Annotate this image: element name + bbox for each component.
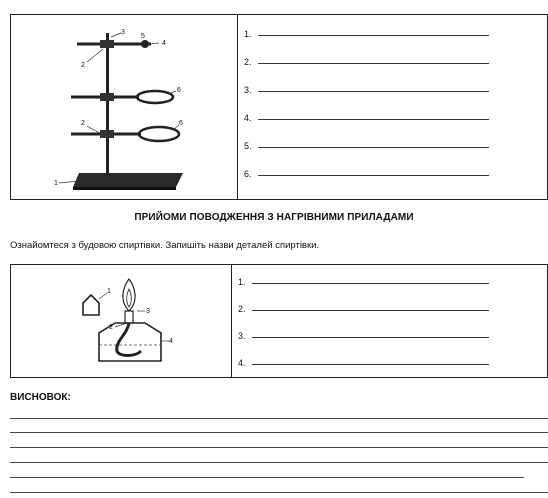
conclusion-line[interactable]	[10, 447, 548, 448]
clamp-jaw	[141, 40, 149, 48]
conclusion-line[interactable]	[10, 492, 548, 493]
answer-line[interactable]: 4.	[238, 354, 489, 368]
lab-stand-answer-lines	[238, 15, 547, 199]
label-6b: 6	[179, 120, 183, 127]
label-2b: 2	[81, 120, 85, 127]
conclusion-line[interactable]	[10, 462, 548, 463]
spirit-lamp-answer-lines	[232, 265, 547, 377]
conclusion-label: ВИСНОВОК:	[10, 392, 71, 403]
answer-line[interactable]: 6.	[244, 165, 489, 179]
ring-lower	[139, 127, 179, 141]
stand-rod	[106, 33, 109, 175]
instruction-text: Ознайомтеся з будовою спиртівки. Запишіть назви деталей спиртівки.	[10, 240, 320, 251]
answer-line[interactable]: 1.	[238, 273, 489, 287]
lab-stand-illustration	[11, 15, 237, 199]
spirit-lamp-figure-cell	[11, 265, 232, 377]
lab-stand-table	[10, 14, 548, 200]
answer-line[interactable]: 5.	[244, 137, 489, 151]
conclusion-line[interactable]	[10, 418, 548, 419]
conclusion-line[interactable]	[10, 477, 524, 478]
ring-upper	[137, 91, 173, 103]
answer-line[interactable]: 4.	[244, 109, 489, 123]
answer-line[interactable]: 3.	[244, 81, 489, 95]
label-6a: 6	[177, 87, 181, 94]
wick-holder	[125, 311, 133, 323]
label-1: 1	[54, 180, 58, 187]
spirit-lamp-table	[10, 264, 548, 378]
label-3: 3	[121, 29, 125, 36]
label-5: 5	[141, 33, 145, 40]
label-4: 4	[162, 40, 166, 47]
answer-line[interactable]: 1.	[244, 25, 489, 39]
answer-line[interactable]: 2.	[244, 53, 489, 67]
spirit-lamp-illustration	[11, 265, 231, 377]
lamp-label-3: 3	[146, 308, 150, 315]
section-heading: ПРИЙОМИ ПОВОДЖЕННЯ З НАГРІВНИМИ ПРИЛАДАМИ	[134, 212, 414, 223]
answer-line[interactable]: 2.	[238, 300, 489, 314]
lamp-label-2: 2	[109, 324, 113, 331]
answer-line[interactable]: 3.	[238, 327, 489, 341]
label-2a: 2	[81, 62, 85, 69]
lamp-cap	[83, 295, 99, 315]
conclusion-line[interactable]	[10, 432, 548, 433]
lamp-label-1: 1	[107, 288, 111, 295]
lamp-flame	[123, 279, 135, 311]
stand-base	[73, 173, 183, 187]
lab-stand-figure-cell	[11, 15, 238, 199]
lamp-label-4: 4	[169, 338, 173, 345]
